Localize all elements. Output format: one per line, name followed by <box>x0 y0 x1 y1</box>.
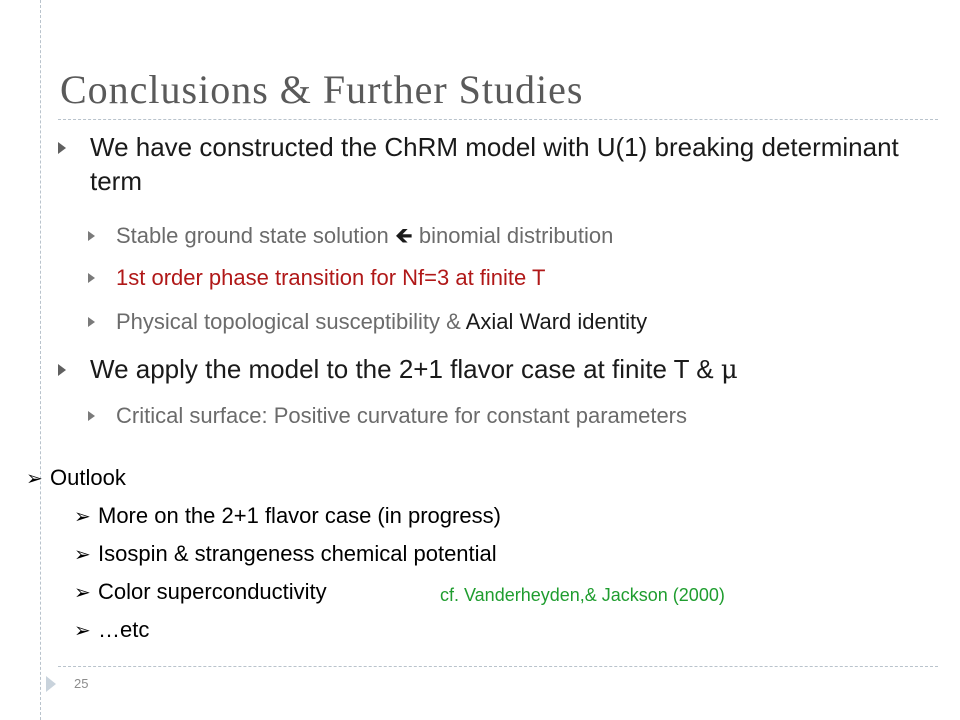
arrowhead-bullet-icon: ➢ <box>74 506 91 528</box>
sub-bullet-ground-state <box>88 222 613 250</box>
triangle-bullet-icon <box>88 273 95 283</box>
triangle-bullet-icon <box>58 364 66 376</box>
arrowhead-bullet-icon: ➢ <box>74 544 91 566</box>
title-divider <box>58 119 938 120</box>
bullet-constructed-model <box>58 130 928 198</box>
outlook-item <box>74 616 149 645</box>
outlook-item <box>74 540 497 569</box>
arrowhead-bullet-icon: ➢ <box>26 468 43 490</box>
bullet-text: We apply the model to the 2+1 flavor case at finite T & <box>90 354 721 384</box>
sub-bullet-topological <box>88 308 647 336</box>
outlook-item-text: More on the 2+1 flavor case (in progress) <box>98 503 501 528</box>
outlook-item-text: Color superconductivity <box>98 579 327 604</box>
triangle-bullet-icon <box>58 142 66 154</box>
sub-bullet-text: 1st order phase transition for Nf=3 at finite T <box>116 265 546 290</box>
sub-bullet-text-dark: Axial Ward identity <box>465 309 648 334</box>
triangle-bullet-icon <box>88 411 95 421</box>
sub-bullet-phase-transition <box>88 264 545 292</box>
sub-bullet-text: Physical topological susceptibility & <box>116 309 466 334</box>
slide-title: Conclusions & Further Studies <box>60 67 584 112</box>
outlook-heading <box>26 464 126 493</box>
citation: cf. Vanderheyden,& Jackson (2000) <box>440 585 725 605</box>
outlook-item-text: …etc <box>98 617 150 642</box>
footer-divider <box>58 666 938 667</box>
outlook-heading-text: Outlook <box>50 465 126 490</box>
left-guide-line <box>40 0 41 720</box>
sub-bullet-critical-surface <box>88 402 687 430</box>
outlook-item <box>74 502 501 531</box>
bullet-text: We have constructed the ChRM model with U(1) breaking determinant term <box>90 132 899 196</box>
sub-bullet-text: Critical surface: Positive curvature for constant parameters <box>116 403 688 428</box>
left-arrow-icon: 🡸 <box>394 223 413 248</box>
outlook-item <box>74 578 327 607</box>
bullet-apply-model <box>58 352 928 387</box>
arrowhead-bullet-icon: ➢ <box>74 582 91 604</box>
page-marker-icon <box>46 676 56 692</box>
triangle-bullet-icon <box>88 231 95 241</box>
arrowhead-bullet-icon: ➢ <box>74 620 91 642</box>
mu-symbol: μ <box>720 355 738 385</box>
page-number: 25 <box>74 676 89 691</box>
outlook-item-text: Isospin & strangeness chemical potential <box>98 541 497 566</box>
sub-bullet-text: Stable ground state solution <box>116 223 389 248</box>
sub-bullet-text-tail: binomial distribution <box>418 223 614 248</box>
triangle-bullet-icon <box>88 317 95 327</box>
